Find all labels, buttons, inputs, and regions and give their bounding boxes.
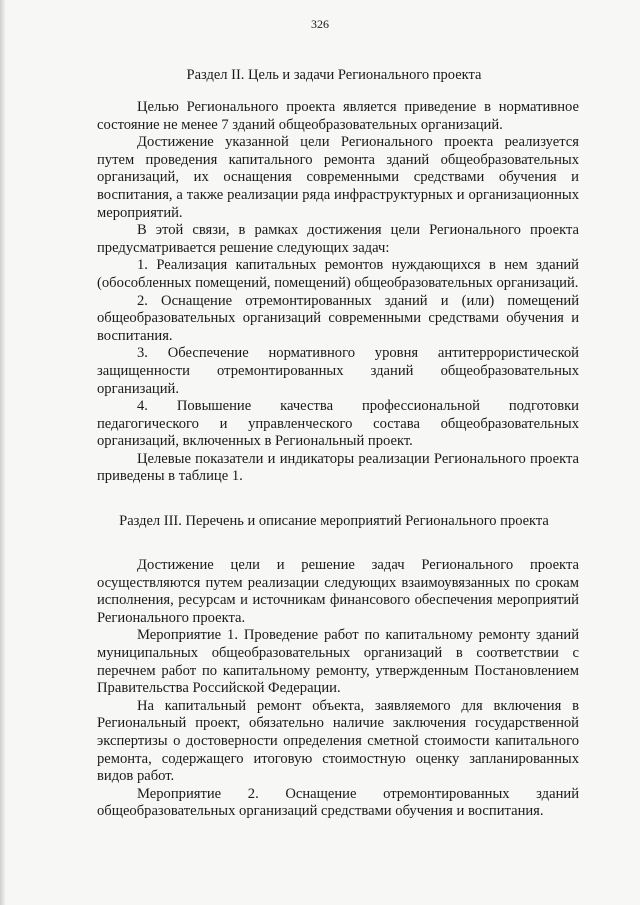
paragraph: Целью Регионального проекта является приведение в нормативное состояние не менее 7 зданий общеобразовательных организаций. xyxy=(97,99,579,133)
section-2-heading: Раздел II. Цель и задачи Регионального проекта xyxy=(186,67,482,83)
task-item-2: 2. Оснащение отремонтированных зданий и (или) помещений общеобразовательных организаций современными средствами обучения и воспитания. xyxy=(97,292,579,344)
section-3-body xyxy=(97,557,579,821)
task-item-3: 3. Обеспечение нормативного уровня антитеррористической защищенности отремонтированных зданий общеобразовательных организаций. xyxy=(97,345,579,397)
task-item-1: 1. Реализация капитальных ремонтов нуждающихся в нем зданий (обособленных помещений, помещений) общеобразовательных организаций. xyxy=(97,257,579,291)
paragraph: Достижение цели и решение задач Регионального проекта осуществляются путем реализации следующих взаимоувязанных по срокам исполнения, ресурсам и источникам финансового обеспечения мероприятий Регионального проекта. xyxy=(97,557,579,626)
task-item-4: 4. Повышение качества профессиональной подготовки педагогического и управленческого состава общеобразовательных организаций, включенных в Региональный проект. xyxy=(97,398,579,450)
section-2-body xyxy=(97,99,579,486)
paragraph: Целевые показатели и индикаторы реализации Регионального проекта приведены в таблице 1. xyxy=(97,450,579,485)
paragraph: В этой связи, в рамках достижения цели Регионального проекта предусматривается решение следующих задач: xyxy=(97,222,579,256)
page-edge xyxy=(0,0,6,905)
measure-2: Мероприятие 2. Оснащение отремонтированных зданий общеобразовательных организаций средствами обучения и воспитания. xyxy=(97,785,579,820)
paragraph: На капитальный ремонт объекта, заявляемого для включения в Региональный проект, обязательно наличие заключения государственной экспертизы о достоверности определения сметной стоимости капитального ремонта, содержащего итоговую стоимостную оценку запланированных видов работ. xyxy=(97,697,579,785)
paragraph: Достижение указанной цели Регионального проекта реализуется путем проведения капитального ремонта зданий общеобразовательных организаций, их оснащения современными средствами обучения и воспитания, а также реализации ряда инфраструктурных и организационных мероприятий. xyxy=(97,134,579,221)
measure-1: Мероприятие 1. Проведение работ по капитальному ремонту зданий муниципальных общеобразовательных организаций в соответствии с перечнем работ по капитальному ремонту, утвержденным Постановлением Правительства Российской Федерации. xyxy=(97,627,579,697)
page-number: 326 xyxy=(311,17,329,31)
section-3-heading: Раздел III. Перечень и описание мероприятий Регионального проекта xyxy=(119,513,549,529)
